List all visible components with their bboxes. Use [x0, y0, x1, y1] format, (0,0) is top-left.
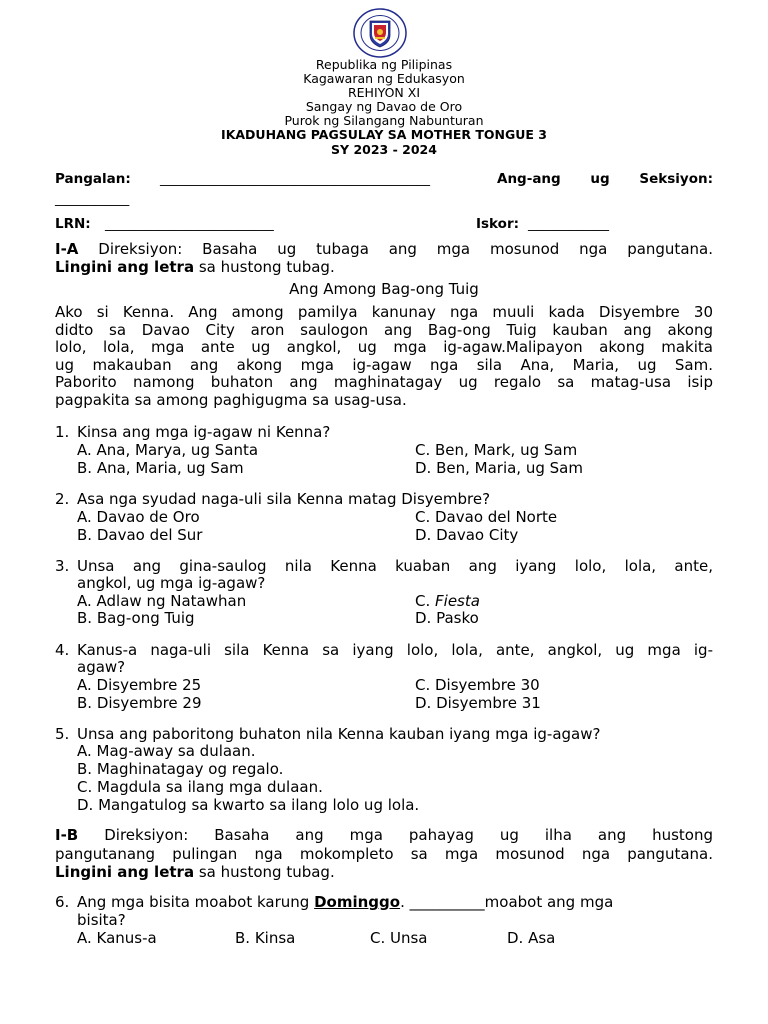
- deped-seal-logo: [353, 8, 407, 58]
- question-4-choice-c[interactable]: C. Disyembre 30: [415, 676, 540, 694]
- story-line: didto sa Davao City aron saulogon ang Bag-ong Tuig kauban ang akong: [55, 320, 713, 339]
- story-line: ug makauban ang akong mga ig-agaw nga sila Ana, Maria, ug Sam.: [55, 355, 713, 374]
- question-2-choice-a[interactable]: A. Davao de Oro: [77, 508, 200, 526]
- question-1-choice-d[interactable]: D. Ben, Maria, ug Sam: [415, 459, 583, 477]
- story-line: lolo, lola, mga ante ug angkol, ug mga ig-agaw.Malipayon akong makita: [55, 338, 713, 356]
- question-1-number: 1.: [55, 423, 70, 441]
- lrn-label: LRN:: [55, 216, 91, 232]
- question-2-choice-d[interactable]: D. Davao City: [415, 526, 519, 544]
- story-title: Ang Among Bag-ong Tuig: [289, 280, 479, 298]
- part-a-directions-line2: Lingini ang letra sa hustong tubag.: [55, 258, 335, 276]
- school-year: SY 2023 - 2024: [331, 142, 437, 157]
- part-b-directions-line1: I-B Direksiyon: Basaha ang mga pahayag ug ilha ang hustong: [55, 826, 713, 844]
- question-5-choice-b[interactable]: B. Maghinatagay og regalo.: [77, 760, 284, 778]
- part-b-bold-instruction: Lingini ang letra: [55, 863, 195, 881]
- part-a-directions-line1: I-A Direksiyon: Basaha ug tubaga ang mga mosunod nga pangutana.: [55, 240, 713, 258]
- question-6-key-word: Dominggo: [314, 893, 401, 911]
- name-label: Pangalan:: [55, 171, 131, 187]
- question-1-choice-b[interactable]: B. Ana, Maria, ug Sam: [77, 459, 244, 477]
- part-a-code: I-A: [55, 240, 79, 258]
- question-6-text-line2: bisita?: [77, 911, 126, 929]
- name-field[interactable]: ________________________________________: [160, 171, 430, 187]
- question-3-choice-c[interactable]: C. Fiesta: [415, 592, 480, 610]
- question-6-choice-a[interactable]: A. Kanus-a: [77, 929, 157, 947]
- question-6-answer-blank[interactable]: __________: [409, 893, 485, 911]
- question-3-text-line1: Unsa ang gina-saulog nila Kenna kuaban ang iyang lolo, lola, ante,: [77, 557, 713, 575]
- grade-section-label: Ang-ang ug Seksiyon:: [497, 171, 713, 187]
- question-4-choice-b[interactable]: B. Disyembre 29: [77, 694, 202, 712]
- question-2-text: Asa nga syudad naga-uli sila Kenna matag Disyembre?: [77, 490, 491, 508]
- question-6-text-line1: Ang mga bisita moabot karung Dominggo. __________moabot ang mga: [77, 893, 614, 911]
- question-1-choice-a[interactable]: A. Ana, Marya, ug Santa: [77, 441, 259, 459]
- question-4-text-line1: Kanus-a naga-uli sila Kenna sa iyang lolo, lola, ante, angkol, ug mga ig-: [77, 641, 713, 659]
- grade-section-field[interactable]: ___________: [55, 191, 130, 207]
- question-4-number: 4.: [55, 641, 70, 659]
- score-field[interactable]: ____________: [528, 216, 609, 232]
- story-line: Paborito namong buhaton ang maghinatagay ug regalo sa matag-usa isip: [55, 373, 713, 391]
- question-6-choice-b[interactable]: B. Kinsa: [235, 929, 296, 947]
- header-line-republic: Republika ng Pilipinas: [315, 57, 453, 72]
- question-3-choice-b[interactable]: B. Bag-ong Tuig: [77, 609, 195, 627]
- lrn-field[interactable]: _________________________: [105, 216, 274, 232]
- part-a-bold-instruction: Lingini ang letra: [55, 258, 195, 276]
- part-b-code: I-B: [55, 826, 79, 844]
- question-3-choice-a[interactable]: A. Adlaw ng Natawhan: [77, 592, 247, 610]
- part-b-directions-line3: Lingini ang letra sa hustong tubag.: [55, 863, 335, 881]
- question-5-choice-a[interactable]: A. Mag-away sa dulaan.: [77, 742, 256, 760]
- header-lines: [0, 58, 768, 128]
- question-2-number: 2.: [55, 490, 70, 508]
- exam-title: IKADUHANG PAGSULAY SA MOTHER TONGUE 3: [221, 127, 547, 142]
- question-5-number: 5.: [55, 725, 70, 743]
- story-line: Ako si Kenna. Ang among pamilya kanunay nga muuli kada Disyembre 30: [55, 303, 713, 321]
- part-b-directions-line2: pangutanang pulingan nga mokompleto sa mga mosunod nga pangutana.: [55, 845, 713, 863]
- story-line: pagpakita sa among paghigugma sa usag-usa.: [55, 390, 407, 409]
- question-3-number: 3.: [55, 557, 70, 575]
- header-line-department: Kagawaran ng Edukasyon: [303, 71, 465, 86]
- header-line-district: Purok ng Silangang Nabunturan: [284, 113, 484, 128]
- question-5-choice-d[interactable]: D. Mangatulog sa kwarto sa ilang lolo ug lola.: [77, 796, 420, 814]
- header-line-division: Sangay ng Davao de Oro: [305, 99, 463, 114]
- question-1-text: Kinsa ang mga ig-agaw ni Kenna?: [77, 423, 331, 441]
- question-3-text-line2: angkol, ug mga ig-agaw?: [77, 574, 266, 592]
- question-3-choice-d[interactable]: D. Pasko: [415, 609, 479, 627]
- story-paragraph: [55, 304, 713, 409]
- question-4-choice-d[interactable]: D. Disyembre 31: [415, 694, 541, 712]
- question-5-choice-c[interactable]: C. Magdula sa ilang mga dulaan.: [77, 778, 323, 796]
- question-6-choice-d[interactable]: D. Asa: [507, 929, 556, 947]
- question-5-text: Unsa ang paboritong buhaton nila Kenna kauban iyang mga ig-agaw?: [77, 725, 601, 743]
- score-label: Iskor:: [476, 216, 520, 232]
- question-6-choice-c[interactable]: C. Unsa: [370, 929, 428, 947]
- question-1-choice-c[interactable]: C. Ben, Mark, ug Sam: [415, 441, 578, 459]
- question-2-choice-c[interactable]: C. Davao del Norte: [415, 508, 558, 526]
- header-line-region: REHIYON XI: [347, 85, 421, 100]
- question-4-text-line2: agaw?: [77, 658, 126, 676]
- question-6-number: 6.: [55, 893, 70, 911]
- question-2-choice-b[interactable]: B. Davao del Sur: [77, 526, 203, 544]
- question-3-choice-c-italic: Fiesta: [435, 592, 480, 610]
- question-4-choice-a[interactable]: A. Disyembre 25: [77, 676, 202, 694]
